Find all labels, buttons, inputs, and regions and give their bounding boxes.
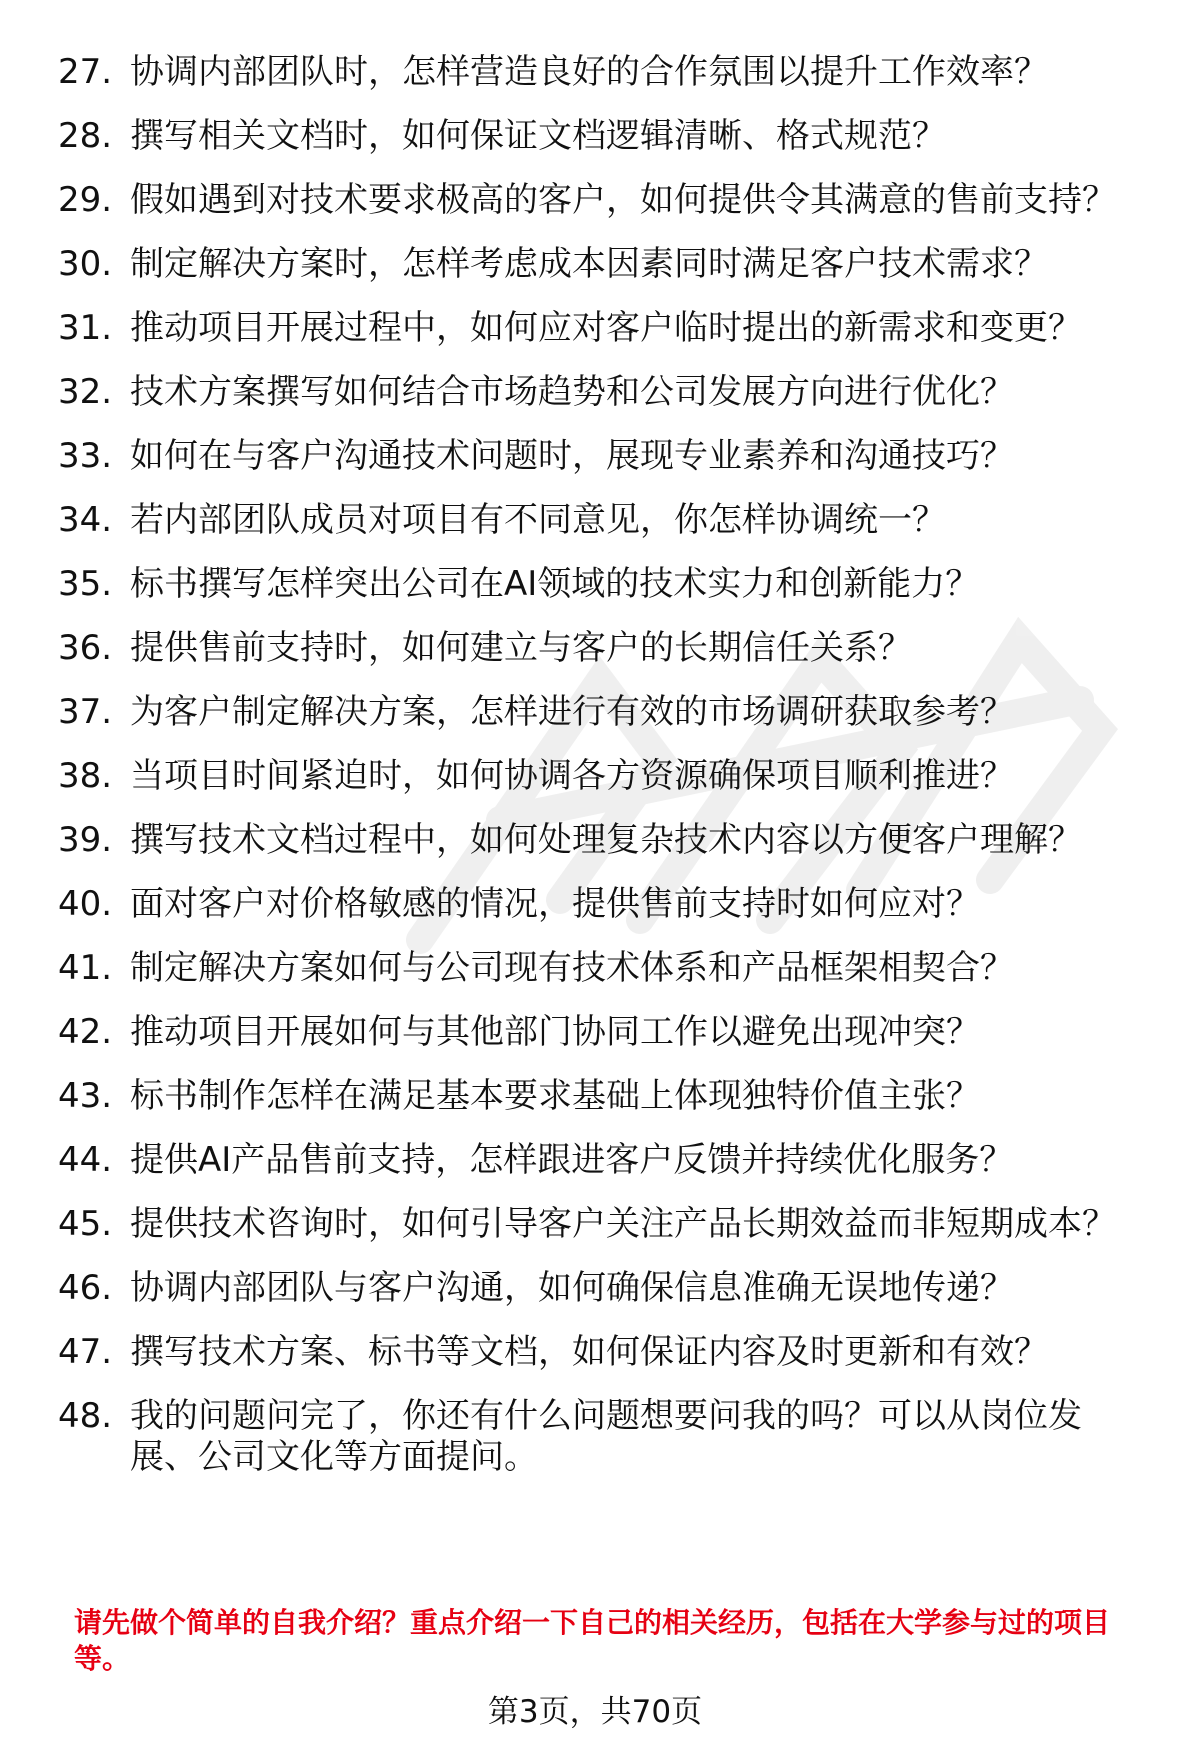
list-item: [58, 948, 1148, 989]
question-number: 40.: [58, 884, 113, 924]
list-item: [58, 1204, 1148, 1245]
question-list: [58, 52, 1148, 1501]
list-item: [58, 1268, 1148, 1309]
question-text: 提供售前支持时，如何建立与客户的长期信任关系？: [130, 628, 912, 668]
question-text: 撰写技术方案、标书等文档，如何保证内容及时更新和有效？: [130, 1332, 1048, 1372]
question-text: 标书撰写怎样突出公司在AI领域的技术实力和创新能力？: [130, 564, 980, 604]
list-item: [58, 52, 1148, 93]
question-number: 39.: [58, 820, 113, 860]
question-text: 推动项目开展如何与其他部门协同工作以避免出现冲突？: [130, 1012, 980, 1052]
question-text: 提供技术咨询时，如何引导客户关注产品长期效益而非短期成本？: [130, 1204, 1116, 1244]
question-number: 32.: [58, 372, 113, 412]
question-number: 42.: [58, 1012, 113, 1052]
question-number: 43.: [58, 1076, 113, 1116]
question-number: 30.: [58, 244, 113, 284]
question-text: 如何在与客户沟通技术问题时，展现专业素养和沟通技巧？: [130, 436, 1014, 476]
question-number: 35.: [58, 564, 113, 604]
question-text: 撰写技术文档过程中，如何处理复杂技术内容以方便客户理解？: [130, 820, 1082, 860]
list-item: [58, 308, 1148, 349]
list-item: [58, 1396, 1148, 1478]
list-item: [58, 1332, 1148, 1373]
question-text: 若内部团队成员对项目有不同意见，你怎样协调统一？: [130, 500, 946, 540]
question-number: 44.: [58, 1140, 113, 1180]
question-text: 为客户制定解决方案，怎样进行有效的市场调研获取参考？: [130, 692, 1014, 732]
list-item: [58, 884, 1148, 925]
question-number: 29.: [58, 180, 113, 220]
question-text: 制定解决方案如何与公司现有技术体系和产品框架相契合？: [130, 948, 1014, 988]
question-number: 41.: [58, 948, 113, 988]
list-item: [58, 180, 1148, 221]
question-number: 36.: [58, 628, 113, 668]
question-text: 技术方案撰写如何结合市场趋势和公司发展方向进行优化？: [130, 372, 1014, 412]
question-text: 标书制作怎样在满足基本要求基础上体现独特价值主张？: [130, 1076, 980, 1116]
question-number: 47.: [58, 1332, 113, 1372]
question-text: 协调内部团队时，怎样营造良好的合作氛围以提升工作效率？: [130, 52, 1048, 92]
list-item: [58, 692, 1148, 733]
question-text: 制定解决方案时，怎样考虑成本因素同时满足客户技术需求？: [130, 244, 1048, 284]
page-number: 第3页，共70页: [487, 1694, 703, 1730]
list-item: [58, 1076, 1148, 1117]
list-item: [58, 436, 1148, 477]
question-number: 34.: [58, 500, 113, 540]
question-number: 37.: [58, 692, 113, 732]
question-number: 27.: [58, 52, 113, 92]
question-number: 28.: [58, 116, 113, 156]
list-item: [58, 756, 1148, 797]
list-item: [58, 1012, 1148, 1053]
question-number: 38.: [58, 756, 113, 796]
list-item: [58, 500, 1148, 541]
list-item: [58, 372, 1148, 413]
list-item: [58, 1140, 1148, 1181]
question-text: 当项目时间紧迫时，如何协调各方资源确保项目顺利推进？: [130, 756, 1014, 796]
list-item: [58, 628, 1148, 669]
question-text: 我的问题问完了，你还有什么问题想要问我的吗？可以从岗位发展、公司文化等方面提问。: [130, 1396, 1082, 1477]
question-text: 提供AI产品售前支持，怎样跟进客户反馈并持续优化服务？: [130, 1140, 1014, 1180]
question-number: 33.: [58, 436, 113, 476]
question-number: 45.: [58, 1204, 113, 1244]
list-item: [58, 116, 1148, 157]
question-text: 面对客户对价格敏感的情况，提供售前支持时如何应对？: [130, 884, 980, 924]
list-item: [58, 564, 1148, 605]
highlight-note: 请先做个简单的自我介绍？重点介绍一下自己的相关经历，包括在大学参与过的项目等。: [74, 1606, 1111, 1675]
question-number: 48.: [58, 1396, 113, 1436]
question-number: 46.: [58, 1268, 113, 1308]
question-text: 假如遇到对技术要求极高的客户，如何提供令其满意的售前支持？: [130, 180, 1116, 220]
question-number: 31.: [58, 308, 113, 348]
question-text: 推动项目开展过程中，如何应对客户临时提出的新需求和变更？: [130, 308, 1082, 348]
list-item: [58, 820, 1148, 861]
question-text: 撰写相关文档时，如何保证文档逻辑清晰、格式规范？: [130, 116, 946, 156]
list-item: [58, 244, 1148, 285]
question-text: 协调内部团队与客户沟通，如何确保信息准确无误地传递？: [130, 1268, 1014, 1308]
